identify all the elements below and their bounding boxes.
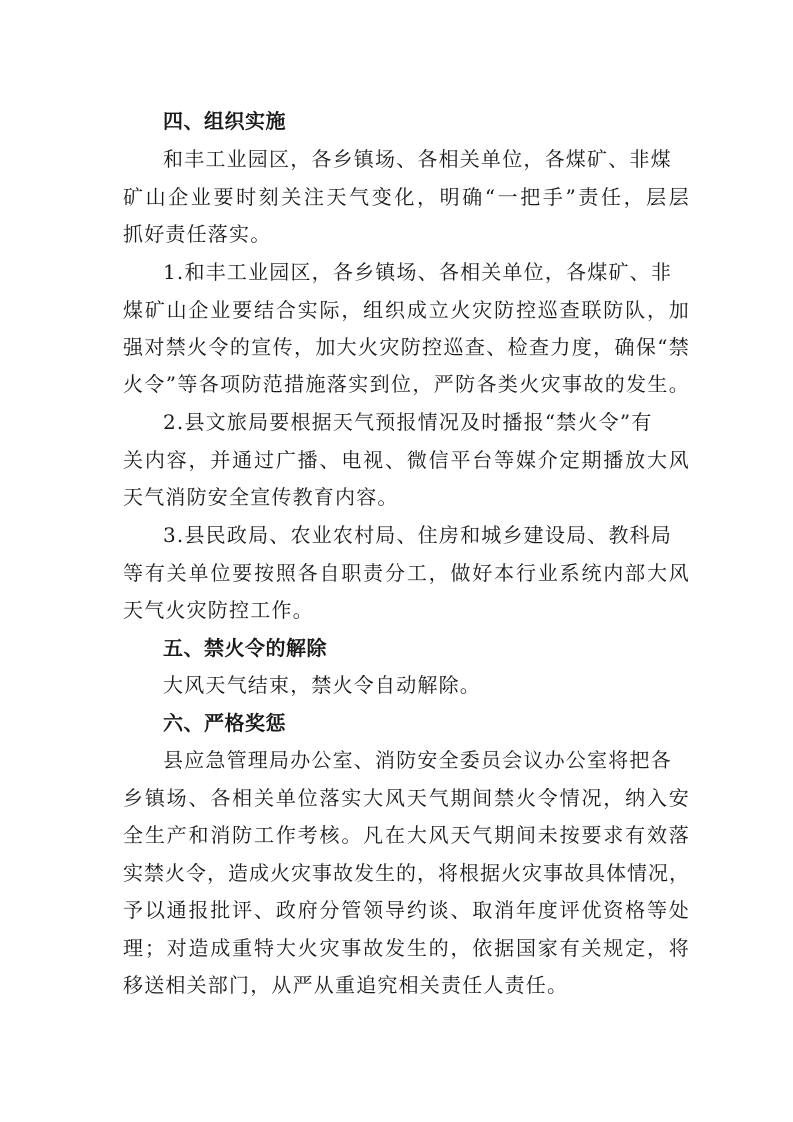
item-2-line-3: 天气消防安全宣传教育内容。 bbox=[123, 485, 399, 509]
section-6-line-5: 予以通报批评、政府分管领导约谈、取消年度评优资格等处 bbox=[123, 898, 690, 922]
item-3-line-3: 天气火灾防控工作。 bbox=[123, 598, 314, 622]
section-6-line-2: 乡镇场、各相关单位落实大风天气期间禁火令情况，纳入安 bbox=[123, 786, 690, 810]
section-4-intro-line-1: 和丰工业园区，各乡镇场、各相关单位，各煤矿、非煤 bbox=[163, 147, 672, 171]
item-1-line-1: 1.和丰工业园区，各乡镇场、各相关单位，各煤矿、非 bbox=[163, 260, 673, 284]
item-3-line-1: 3.县民政局、农业农村局、住房和城乡建设局、教科局 bbox=[163, 523, 673, 547]
item-2-line-1: 2.县文旅局要根据天气预报情况及时播报“禁火令”有 bbox=[163, 410, 653, 434]
section-6-line-6: 理；对造成重特大火灾事故发生的，依据国家有关规定，将 bbox=[123, 936, 690, 960]
item-2-line-2: 关内容，并通过广播、电视、微信平台等媒介定期播放大风 bbox=[123, 448, 690, 472]
section-6-line-3: 全生产和消防工作考核。凡在大风天气期间未按要求有效落 bbox=[123, 823, 690, 847]
section-4-intro-line-2: 矿山企业要时刻关注天气变化，明确“一把手”责任，层层 bbox=[123, 185, 690, 209]
item-1-line-3: 强对禁火令的宣传，加大火灾防控巡查、检查力度，确保“禁 bbox=[123, 335, 690, 359]
section-6-line-4: 实禁火令，造成火灾事故发生的，将根据火灾事故具体情况， bbox=[123, 861, 690, 885]
section-6-line-7: 移送相关部门，从严从重追究相关责任人责任。 bbox=[123, 973, 569, 997]
section-4-heading: 四、组织实施 bbox=[163, 109, 286, 133]
item-1-line-4: 火令”等各项防范措施落实到位，严防各类火灾事故的发生。 bbox=[123, 372, 690, 396]
section-5-body: 大风天气结束，禁火令自动解除。 bbox=[163, 673, 481, 697]
item-1-line-2: 煤矿山企业要结合实际，组织成立火灾防控巡查联防队，加 bbox=[123, 298, 690, 322]
section-6-line-1: 县应急管理局办公室、消防安全委员会议办公室将把各 bbox=[163, 748, 672, 772]
item-3-line-2: 等有关单位要按照各自职责分工，做好本行业系统内部大风 bbox=[123, 561, 690, 585]
section-4-intro-line-3: 抓好责任落实。 bbox=[123, 222, 272, 246]
section-6-heading: 六、严格奖惩 bbox=[163, 711, 286, 735]
section-5-heading: 五、禁火令的解除 bbox=[163, 636, 327, 660]
